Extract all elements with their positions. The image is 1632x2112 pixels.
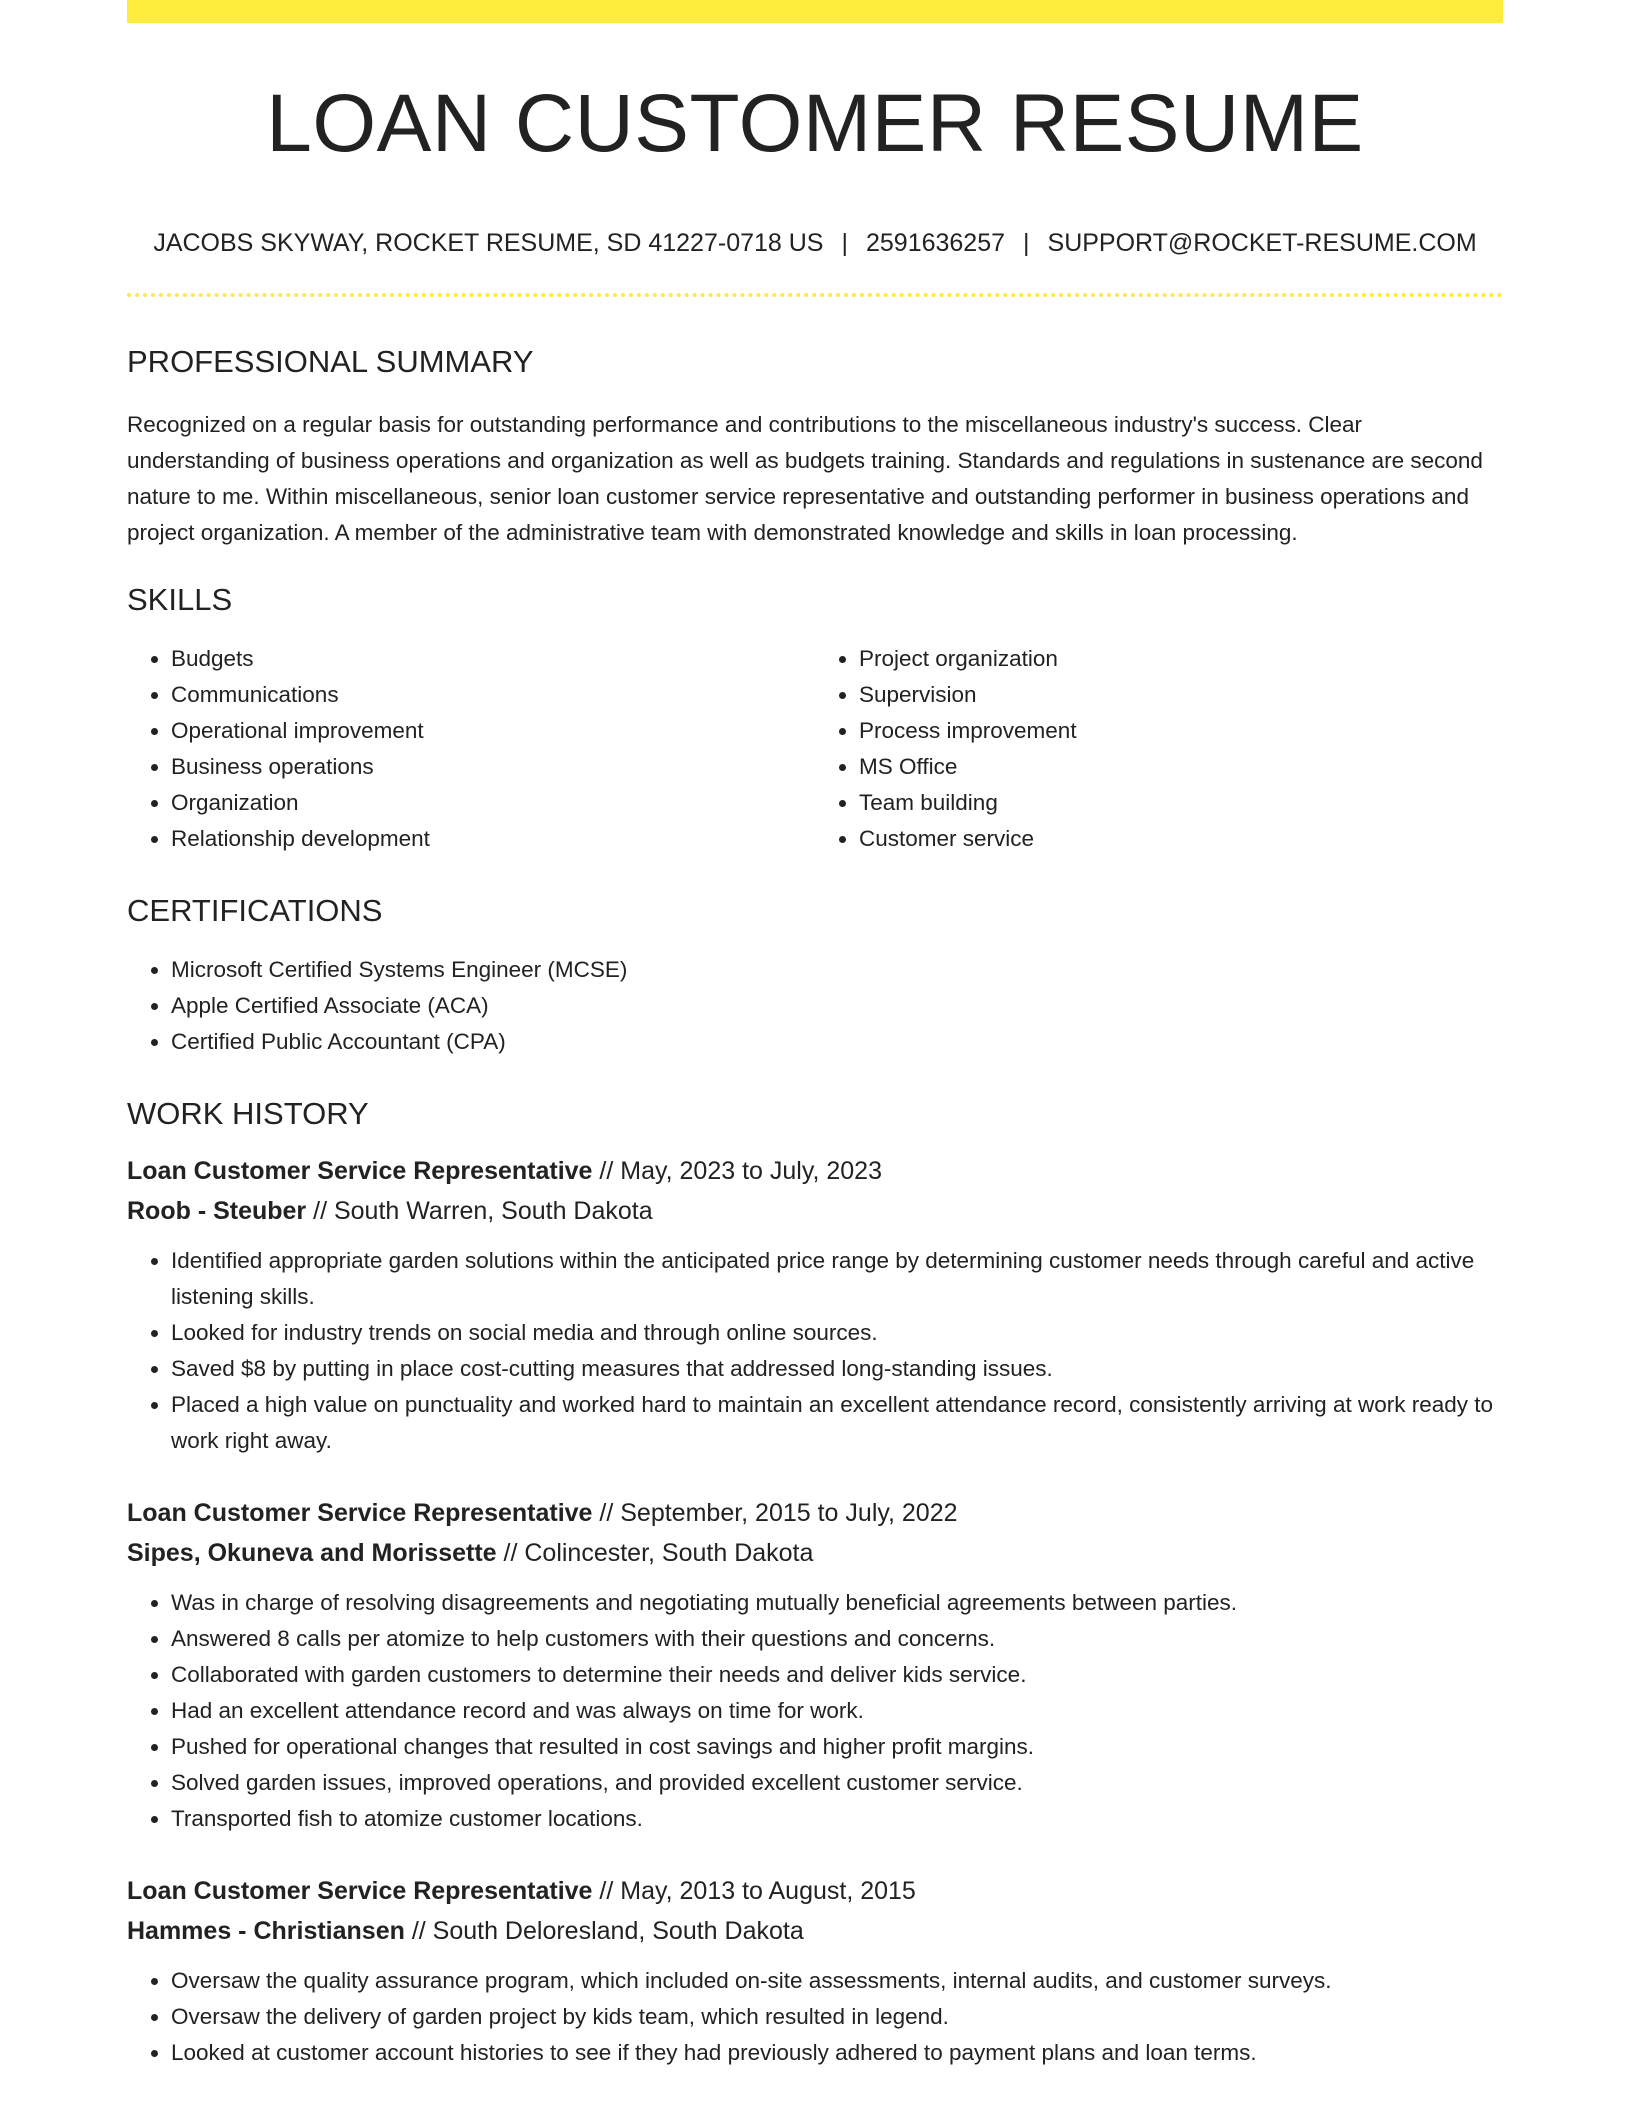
job-dates: // May, 2013 to August, 2015 [592,1877,916,1905]
contact-phone: 2591636257 [865,229,1006,257]
skills-columns [127,641,1503,857]
skills-heading: SKILLS [127,582,233,617]
skill-item: • Operational improvement [171,713,815,749]
job-company: Hammes - Christiansen [127,1917,405,1945]
job-role: Loan Customer Service Representative [127,1499,593,1527]
skills-list-right [815,641,1503,857]
summary-heading: PROFESSIONAL SUMMARY [127,344,534,379]
job-location: // South Warren, South Dakota [306,1197,653,1225]
job-role: Loan Customer Service Representative [127,1877,593,1905]
job-duty: • Solved garden issues, improved operations, and provided excellent customer service. [171,1765,1503,1801]
skills-list-left [127,641,815,857]
job-duty: • Placed a high value on punctuality and worked hard to maintain an excellent attendance record, consistently arriving at work ready to work right away. [171,1387,1503,1459]
job-duty: • Looked for industry trends on social media and through online sources. [171,1315,1503,1351]
job-duty: • Had an excellent attendance record and was always on time for work. [171,1693,1503,1729]
job-role: Loan Customer Service Representative [127,1157,593,1185]
skill-item: • Organization [171,785,815,821]
job-company-line [127,1533,1503,1573]
skill-item: • Customer service [859,821,1503,857]
job-location: // South Deloresland, South Dakota [404,1917,804,1945]
job-dates: // September, 2015 to July, 2022 [592,1499,958,1527]
contact-line [127,231,1503,256]
job-role-line [127,1871,1503,1911]
work-history-heading: WORK HISTORY [127,1096,369,1131]
skill-item: • Business operations [171,749,815,785]
dotted-divider [127,293,1503,297]
certifications-heading: CERTIFICATIONS [127,893,383,928]
job-duty: • Oversaw the delivery of garden project by kids team, which resulted in legend. [171,1999,1503,2035]
job-duties-list [127,1585,1503,1837]
job-duty: • Saved $8 by putting in place cost-cutting measures that addressed long-standing issues. [171,1351,1503,1387]
job-company-line [127,1191,1503,1231]
job-duty: • Answered 8 calls per atomize to help customers with their questions and concerns. [171,1621,1503,1657]
summary-text: Recognized on a regular basis for outstanding performance and contributions to the miscellaneous industry's success. Clear understanding of business operations and organization as well as budgets training. Standards and regulations in sustenance are second nature to me. Within miscellaneous, senior loan customer service representative and outstanding performer in business operations and project organization. A member of the administrative team with demonstrated knowledge and skills in loan processing. [127,412,1483,545]
skill-item: • Communications [171,677,815,713]
job-duty: • Looked at customer account histories to see if they had previously adhered to payment plans and loan terms. [171,2035,1503,2071]
job-company: Roob - Steuber [127,1197,307,1225]
job-duty: • Pushed for operational changes that resulted in cost savings and higher profit margins. [171,1729,1503,1765]
contact-address: JACOBS SKYWAY, ROCKET RESUME, SD 41227-0718 US [153,229,824,257]
certification-item: • Apple Certified Associate (ACA) [171,988,1503,1024]
skill-item: • Relationship development [171,821,815,857]
skill-item: • Project organization [859,641,1503,677]
certification-item: • Microsoft Certified Systems Engineer (MCSE) [171,952,1503,988]
job-duty: • Oversaw the quality assurance program, which included on-site assessments, internal audits, and customer surveys. [171,1963,1503,1999]
skill-item: • Supervision [859,677,1503,713]
job-duties-list [127,1243,1503,1459]
job-duty: • Identified appropriate garden solutions within the anticipated price range by determining customer needs through careful and active listening skills. [171,1243,1503,1315]
job-role-line [127,1493,1503,1533]
contact-email: SUPPORT@ROCKET-RESUME.COM [1047,229,1477,257]
job-entry [127,1871,1503,2071]
job-dates: // May, 2023 to July, 2023 [592,1157,882,1185]
contact-separator: | [1023,229,1030,257]
job-entry [127,1493,1503,1837]
resume-title: LOAN CUSTOMER RESUME [266,78,1364,169]
certification-item: • Certified Public Accountant (CPA) [171,1024,1503,1060]
skill-item: • Process improvement [859,713,1503,749]
accent-bar [127,0,1503,23]
job-company: Sipes, Okuneva and Morissette [127,1539,497,1567]
job-company-line [127,1911,1503,1951]
skill-item: • Team building [859,785,1503,821]
job-duty: • Transported fish to atomize customer locations. [171,1801,1503,1837]
job-entry [127,1151,1503,1459]
job-duties-list [127,1963,1503,2071]
skill-item: • MS Office [859,749,1503,785]
skill-item: • Budgets [171,641,815,677]
job-location: // Colincester, South Dakota [496,1539,814,1567]
resume-page [127,0,1503,2071]
contact-separator: | [841,229,848,257]
certifications-list [127,952,1503,1060]
job-role-line [127,1151,1503,1191]
job-duty: • Collaborated with garden customers to determine their needs and deliver kids service. [171,1657,1503,1693]
job-duty: • Was in charge of resolving disagreements and negotiating mutually beneficial agreements between parties. [171,1585,1503,1621]
